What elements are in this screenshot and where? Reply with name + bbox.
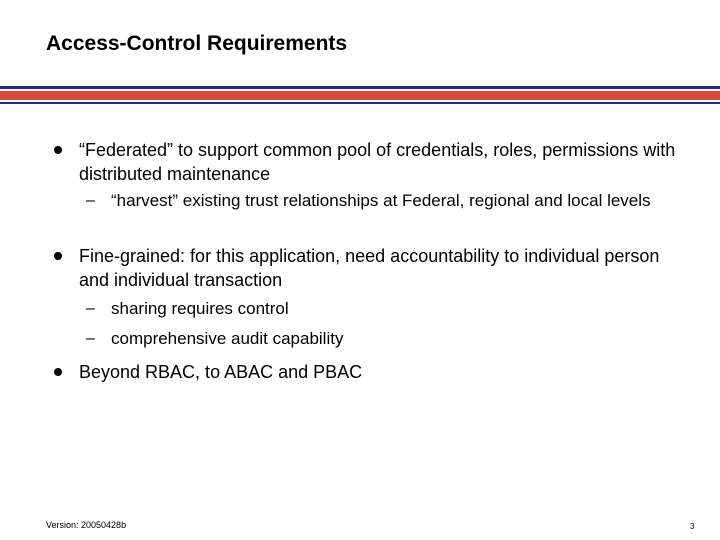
- bullet-text: “Federated” to support common pool of credentials, roles, permissions with distributed maintenance: [79, 140, 676, 184]
- bullet-dot-icon: [54, 368, 62, 376]
- dash-icon: –: [86, 192, 95, 209]
- dash-icon: –: [86, 300, 95, 317]
- sub-bullet-text: “harvest” existing trust relationships at Federal, regional and local levels: [111, 191, 651, 210]
- bullet-text: Beyond RBAC, to ABAC and PBAC: [79, 362, 363, 382]
- header-rule-top-line: [0, 86, 720, 89]
- header-rule-bottom-line: [0, 102, 720, 104]
- bullet-dot-icon: [54, 146, 62, 154]
- bullet-text: Fine-grained: for this application, need accountability to individual person and individual transaction: [79, 246, 660, 290]
- slide-title: Access-Control Requirements: [46, 32, 348, 55]
- footer-version: Version: 20050428b: [46, 520, 127, 530]
- header-rule-red-band: [0, 91, 720, 100]
- dash-icon: –: [86, 330, 95, 347]
- header-rule: [0, 86, 720, 104]
- page-number: 3: [690, 522, 695, 531]
- bullet-dot-icon: [54, 252, 62, 260]
- sub-bullet-text: sharing requires control: [111, 299, 289, 318]
- sub-bullet-text: comprehensive audit capability: [111, 329, 344, 348]
